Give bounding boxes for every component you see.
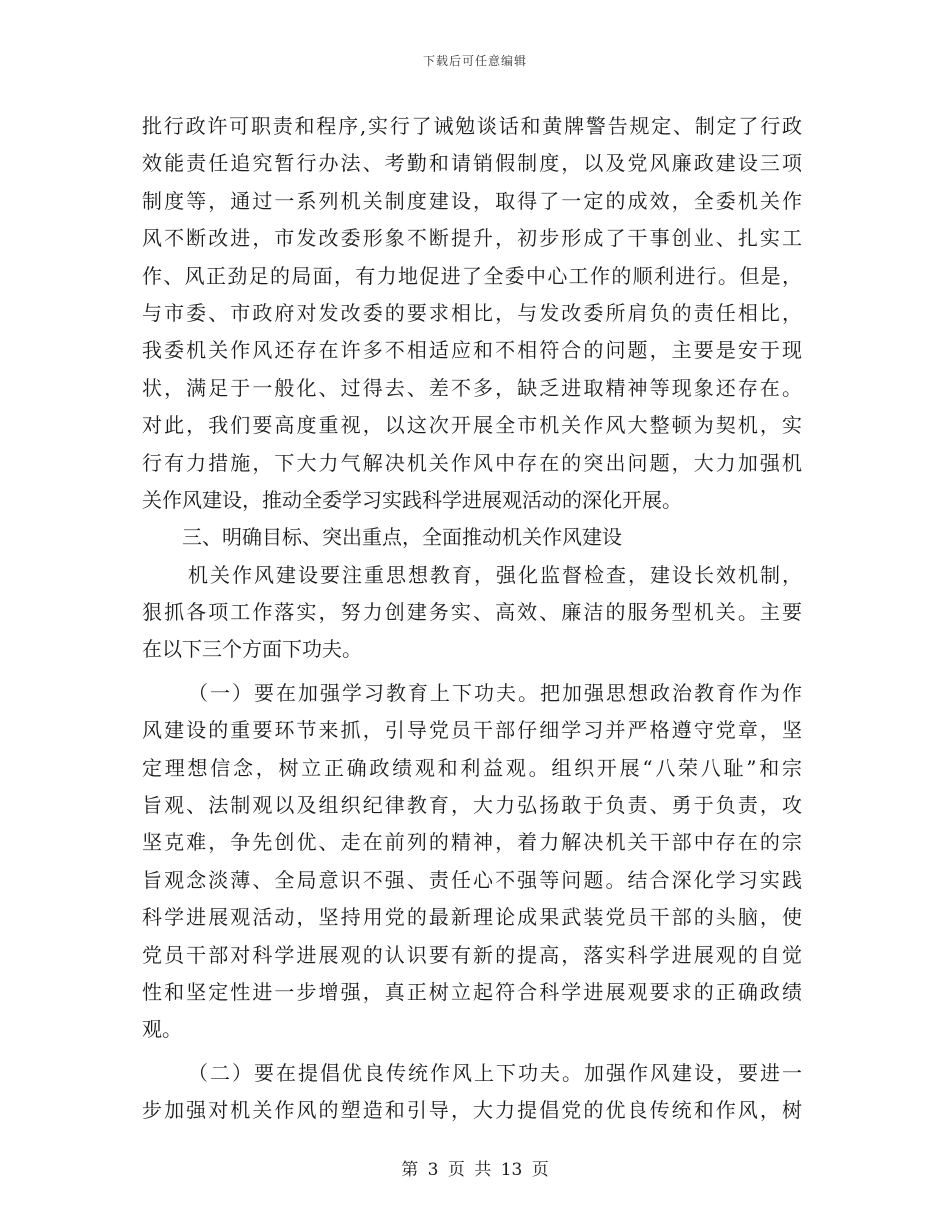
paragraph-2	[142, 557, 802, 669]
text-line: 步加强对机关作风的塑造和引导，大力提倡党的优良传统和作风，树	[142, 1098, 802, 1123]
text-line: 党员干部对科学进展观的认识要有新的提高，落实科学进展观的自觉	[142, 942, 802, 967]
text-line: （一）要在加强学习教育上下功夫。把加强思想政治教育作为作	[188, 680, 802, 705]
text-line: 风不断改进，市发改委形象不断提升，初步形成了干事创业、扎实工	[142, 226, 802, 251]
text-line: 批行政许可职责和程序,实行了诫勉谈话和黄牌警告规定、制定了行政	[142, 114, 802, 138]
paragraph-3	[142, 675, 802, 1049]
text-line: 作、风正劲足的局面，有力地促进了全委中心工作的顺利进行。但是，	[142, 263, 802, 288]
paragraph-1	[142, 108, 802, 519]
text-line: 风建设的重要环节来抓，引导党员干部仔细学习并严格遵守党章，坚	[142, 718, 802, 743]
page-header: 下载后可任意编辑	[422, 54, 527, 68]
text-line: 状，满足于一般化、过得去、差不多，缺乏进取精神等现象还存在。	[142, 375, 802, 400]
text-line: 我委机关作风还存在许多不相适应和不相符合的问题，主要是安于现	[142, 338, 802, 363]
text-line: （二）要在提倡优良传统作风上下功夫。加强作风建设，要进一	[188, 1060, 802, 1085]
section-heading-3	[142, 519, 802, 556]
text-line: 机关作风建设要注重思想教育，强化监督检查，建设长效机制，	[188, 562, 802, 587]
text-line: 与市委、市政府对发改委的要求相比，与发改委所肩负的责任相比，	[142, 300, 802, 325]
text-line: 效能责任追究暂行办法、考勤和请销假制度，以及党风廉政建设三项	[142, 151, 802, 176]
text-line: 行有力措施，下大力气解决机关作风中存在的突出问题，大力加强机	[142, 450, 802, 475]
text-line: 在以下三个方面下功夫。	[142, 637, 362, 662]
text-line: 科学进展观活动，坚持用党的最新理论成果武装党员干部的头脑，使	[142, 905, 802, 930]
text-line: 坚克难，争先创优、走在前列的精神，着力解决机关干部中存在的宗	[142, 830, 802, 855]
page-footer: 第 3 页 共 13 页	[401, 1160, 549, 1180]
text-line: 旨观念淡薄、全局意识不强、责任心不强等问题。结合深化学习实践	[142, 867, 802, 892]
text-line: 制度等，通过一系列机关制度建设，取得了一定的成效，全委机关作	[142, 188, 802, 213]
text-line: 观。	[142, 1017, 182, 1042]
text-line: 关作风建设，推动全委学习实践科学进展观活动的深化开展。	[142, 487, 682, 512]
text-line: 对此，我们要高度重视，以这次开展全市机关作风大整顿为契机，实	[142, 413, 802, 438]
text-line: 旨观、法制观以及组织纪律教育，大力弘扬敢于负责、勇于负责，攻	[142, 793, 802, 818]
text-line: 狠抓各项工作落实，努力创建务实、高效、廉洁的服务型机关。主要	[142, 600, 802, 625]
document-body	[142, 108, 802, 1130]
heading-line: 三、明确目标、突出重点，全面推动机关作风建设	[182, 525, 622, 550]
paragraph-4	[142, 1055, 802, 1130]
text-line: 性和坚定性进一步增强，真正树立起符合科学进展观要求的正确政绩	[142, 979, 802, 1004]
text-line: 定理想信念，树立正确政绩观和利益观。组织开展“八荣八耻”和宗	[142, 755, 802, 780]
